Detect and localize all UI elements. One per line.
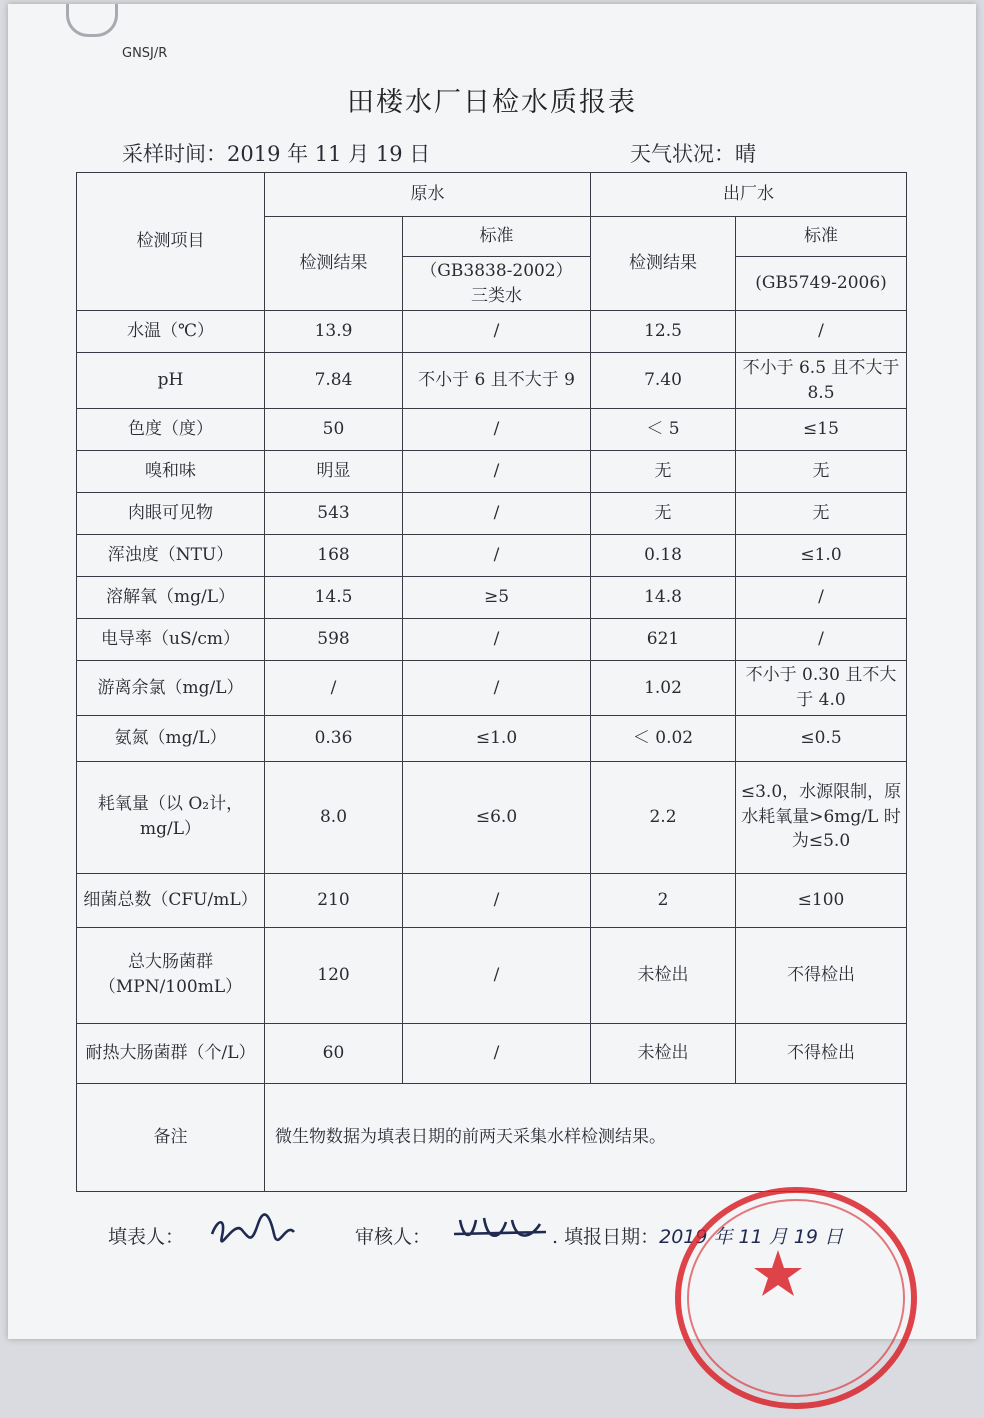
cell-item: pH [77, 353, 265, 409]
cell-fin-standard: 无 [736, 451, 907, 493]
cell-fin-standard: 不得检出 [736, 927, 907, 1023]
table-row [77, 761, 907, 873]
cell-fin-result: 14.8 [591, 577, 736, 619]
cell-item: 溶解氧（mg/L） [77, 577, 265, 619]
remark-label: 备注 [77, 1083, 265, 1191]
header-raw-std-code [403, 257, 591, 311]
header-item: 检测项目 [77, 173, 265, 311]
cell-raw-result: 14.5 [265, 577, 403, 619]
cell-raw-result: 明显 [265, 451, 403, 493]
cell-raw-result: 168 [265, 535, 403, 577]
cell-item: 色度（度） [77, 409, 265, 451]
table-row [77, 353, 907, 409]
cell-fin-result: 621 [591, 619, 736, 661]
cell-raw-result: 13.9 [265, 311, 403, 353]
sampling-time [122, 138, 430, 168]
cell-raw-standard: ≤1.0 [403, 715, 591, 761]
header-fin-std-code: (GB5749-2006) [736, 257, 907, 311]
remark-text: 微生物数据为填表日期的前两天采集水样检测结果。 [265, 1083, 907, 1191]
cell-raw-result: / [265, 661, 403, 715]
header-fin-standard: 标准 [736, 217, 907, 257]
cell-fin-standard: / [736, 311, 907, 353]
cell-fin-standard: ≤0.5 [736, 715, 907, 761]
cell-raw-standard: / [403, 661, 591, 715]
reviewer-signature [450, 1210, 550, 1254]
weather-status [630, 138, 756, 168]
cell-fin-result: 未检出 [591, 1023, 736, 1083]
table-row [77, 311, 907, 353]
cell-fin-standard: / [736, 619, 907, 661]
cell-item: 肉眼可见物 [77, 493, 265, 535]
cell-raw-result: 543 [265, 493, 403, 535]
cell-raw-standard: / [403, 451, 591, 493]
sampling-value: 2019 年 11 月 19 日 [227, 142, 431, 166]
cell-fin-result: 1.02 [591, 661, 736, 715]
cell-raw-standard: / [403, 619, 591, 661]
table-row [77, 619, 907, 661]
cell-item: 电导率（uS/cm） [77, 619, 265, 661]
cell-raw-standard: / [403, 535, 591, 577]
cell-fin-standard: 不得检出 [736, 1023, 907, 1083]
cell-raw-standard: / [403, 1023, 591, 1083]
cell-fin-result: 2 [591, 873, 736, 927]
date-label: . 填报日期：2019 年 11 月 19 日 [552, 1226, 844, 1248]
cell-item: 总大肠菌群（MPN/100mL） [77, 927, 265, 1023]
remark-row [77, 1083, 907, 1191]
cell-fin-standard: / [736, 577, 907, 619]
cell-raw-standard: / [403, 873, 591, 927]
table-row [77, 409, 907, 451]
table-row [77, 577, 907, 619]
page-title: 田楼水厂日检水质报表 [347, 87, 637, 118]
water-quality-table [76, 172, 907, 1192]
cell-raw-standard: / [403, 409, 591, 451]
cell-raw-result: 60 [265, 1023, 403, 1083]
cell-fin-standard: 无 [736, 493, 907, 535]
cell-fin-standard: ≤1.0 [736, 535, 907, 577]
cell-raw-standard: 不小于 6 且不大于 9 [403, 353, 591, 409]
raw-std-class: 三类水 [471, 285, 522, 306]
table-row [77, 451, 907, 493]
cell-fin-result: 未检出 [591, 927, 736, 1023]
cell-item: 水温（℃） [77, 311, 265, 353]
cell-fin-result: 0.18 [591, 535, 736, 577]
cell-fin-standard: ≤3.0，水源限制，原水耗氧量>6mg/L 时为≤5.0 [736, 761, 907, 873]
cell-fin-standard: ≤100 [736, 873, 907, 927]
table-row [77, 661, 907, 715]
cell-fin-result: 2.2 [591, 761, 736, 873]
table-row [77, 927, 907, 1023]
cell-raw-result: 120 [265, 927, 403, 1023]
table-row [77, 873, 907, 927]
document-code: GNSJ/R [122, 46, 168, 61]
cell-item: 嗅和味 [77, 451, 265, 493]
date-value: 2019 年 11 月 19 日 [659, 1226, 844, 1248]
cell-raw-result: 210 [265, 873, 403, 927]
cell-raw-standard: / [403, 927, 591, 1023]
raw-std-code: （GB3838-2002） [420, 261, 573, 281]
cell-item: 细菌总数（CFU/mL） [77, 873, 265, 927]
sampling-label: 采样时间： [122, 142, 227, 166]
cell-fin-result: 无 [591, 493, 736, 535]
date-label-text: 填报日期： [564, 1226, 660, 1248]
header-finished-water: 出厂水 [591, 173, 907, 217]
cell-fin-result: ＜ 5 [591, 409, 736, 451]
cell-fin-result: 7.40 [591, 353, 736, 409]
cell-item: 游离余氯（mg/L） [77, 661, 265, 715]
cell-raw-result: 598 [265, 619, 403, 661]
cell-item: 浑浊度（NTU） [77, 535, 265, 577]
cell-fin-standard: 不小于 6.5 且不大于 8.5 [736, 353, 907, 409]
filler-label: 填表人： [108, 1226, 185, 1248]
table-row [77, 493, 907, 535]
table-row [77, 715, 907, 761]
cell-raw-standard: / [403, 311, 591, 353]
cell-item: 耗氧量（以 O₂计，mg/L） [77, 761, 265, 873]
cell-fin-result: 12.5 [591, 311, 736, 353]
filler-signature [208, 1212, 298, 1254]
table-row [77, 535, 907, 577]
cell-raw-result: 8.0 [265, 761, 403, 873]
cell-fin-standard: ≤15 [736, 409, 907, 451]
header-fin-result: 检测结果 [591, 217, 736, 311]
cell-fin-result: 无 [591, 451, 736, 493]
header-raw-standard: 标准 [403, 217, 591, 257]
weather-label: 天气状况： [630, 142, 735, 166]
cell-raw-result: 0.36 [265, 715, 403, 761]
cell-fin-result: ＜ 0.02 [591, 715, 736, 761]
cell-fin-standard: 不小于 0.30 且不大于 4.0 [736, 661, 907, 715]
cell-item: 氨氮（mg/L） [77, 715, 265, 761]
header-raw-water: 原水 [265, 173, 591, 217]
cell-raw-standard: ≥5 [403, 577, 591, 619]
cell-raw-result: 50 [265, 409, 403, 451]
cell-item: 耐热大肠菌群（个/L） [77, 1023, 265, 1083]
cell-raw-standard: ≤6.0 [403, 761, 591, 873]
cell-raw-standard: / [403, 493, 591, 535]
cell-raw-result: 7.84 [265, 353, 403, 409]
weather-value: 晴 [735, 142, 756, 166]
paper-clip-icon [66, 4, 118, 37]
table-row [77, 1023, 907, 1083]
reviewer-label: 审核人： [355, 1226, 432, 1248]
header-raw-result: 检测结果 [265, 217, 403, 311]
